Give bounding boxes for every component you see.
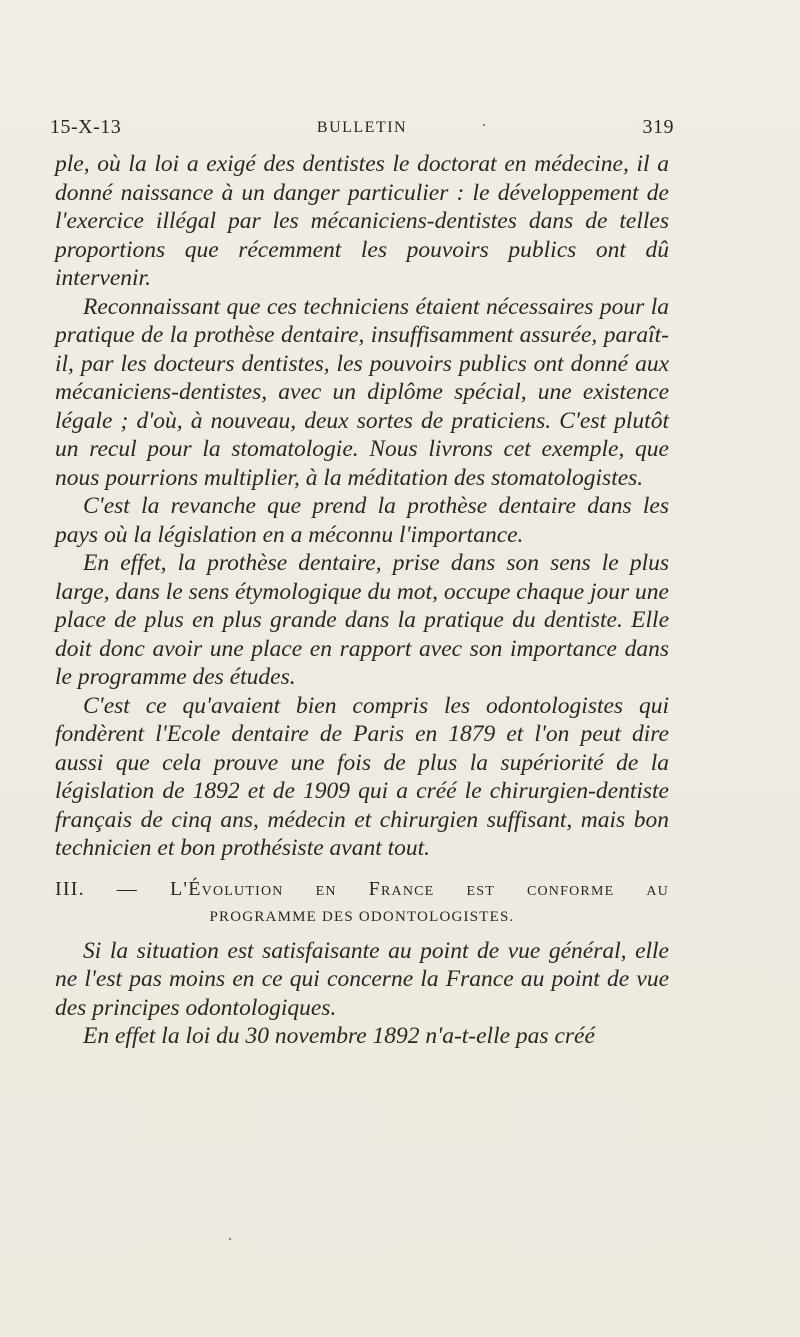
page-number: 319 xyxy=(642,116,674,138)
paragraph-4: En effet, la prothèse dentaire, prise dans son sens le plus large, dans le sens étymologique du mot, occupe chaque jour une place de plus en plus grande dans la pratique du dentiste. Elle doit donc avoir une place en rapport avec son importance dans le programme des études. xyxy=(55,550,669,690)
section-heading-line-2: PROGRAMME DES ODONTOLOGISTES. xyxy=(209,908,515,925)
paragraph-3: C'est la revanche que prend la prothèse dentaire dans les pays où la législation en a méconnu l'importance. xyxy=(55,493,669,548)
paragraph-1: ple, où la loi a exigé des dentistes le doctorat en médecine, il a donné naissance à un danger particulier : le développement de l'exercice illégal par les mécaniciens-dentistes dans de telles proportions que récemment les pouvoirs publics ont dû intervenir. xyxy=(55,151,669,291)
running-header xyxy=(50,116,674,146)
paragraph-5: C'est ce qu'avaient bien compris les odontologistes qui fondèrent l'Ecole dentaire de Paris en 1879 et l'on peut dire aussi que cela prouve une fois de plus la supériorité de la législation de 1892 et de 1909 qui a créé le chirurgien-dentiste français de cinq ans, médecin et chirurgien suffisant, mais bon technicien et bon prothésiste avant tout. xyxy=(55,692,669,861)
print-speck xyxy=(483,124,485,126)
print-speck xyxy=(229,1238,231,1240)
paragraph-2: Reconnaissant que ces techniciens étaient nécessaires pour la pratique de la prothèse dentaire, insuffisamment assurée, paraît-il, par les docteurs dentistes, les pouvoirs publics ont donné aux mécaniciens-dentistes, avec un diplôme spécial, une existence légale ; d'où, à nouveau, deux sortes de praticiens. C'est plutôt un recul pour la stomatologie. Nous livrons cet exemple, que nous pourrions multiplier, à la méditation des stomatologistes. xyxy=(55,293,669,491)
section-heading xyxy=(55,875,669,931)
section-heading-line-1: III. — L'Évolution en France est conforme au xyxy=(55,877,669,900)
body-text xyxy=(55,150,669,1051)
header-reference: 15-X-13 xyxy=(50,116,122,138)
header-title: BULLETIN xyxy=(316,119,408,136)
paragraph-7: En effet la loi du 30 novembre 1892 n'a-t-elle pas créé xyxy=(83,1023,595,1049)
paragraph-6: Si la situation est satisfaisante au point de vue général, elle ne l'est pas moins en ce qui concerne la France au point de vue des principes odontologiques. xyxy=(55,937,669,1021)
